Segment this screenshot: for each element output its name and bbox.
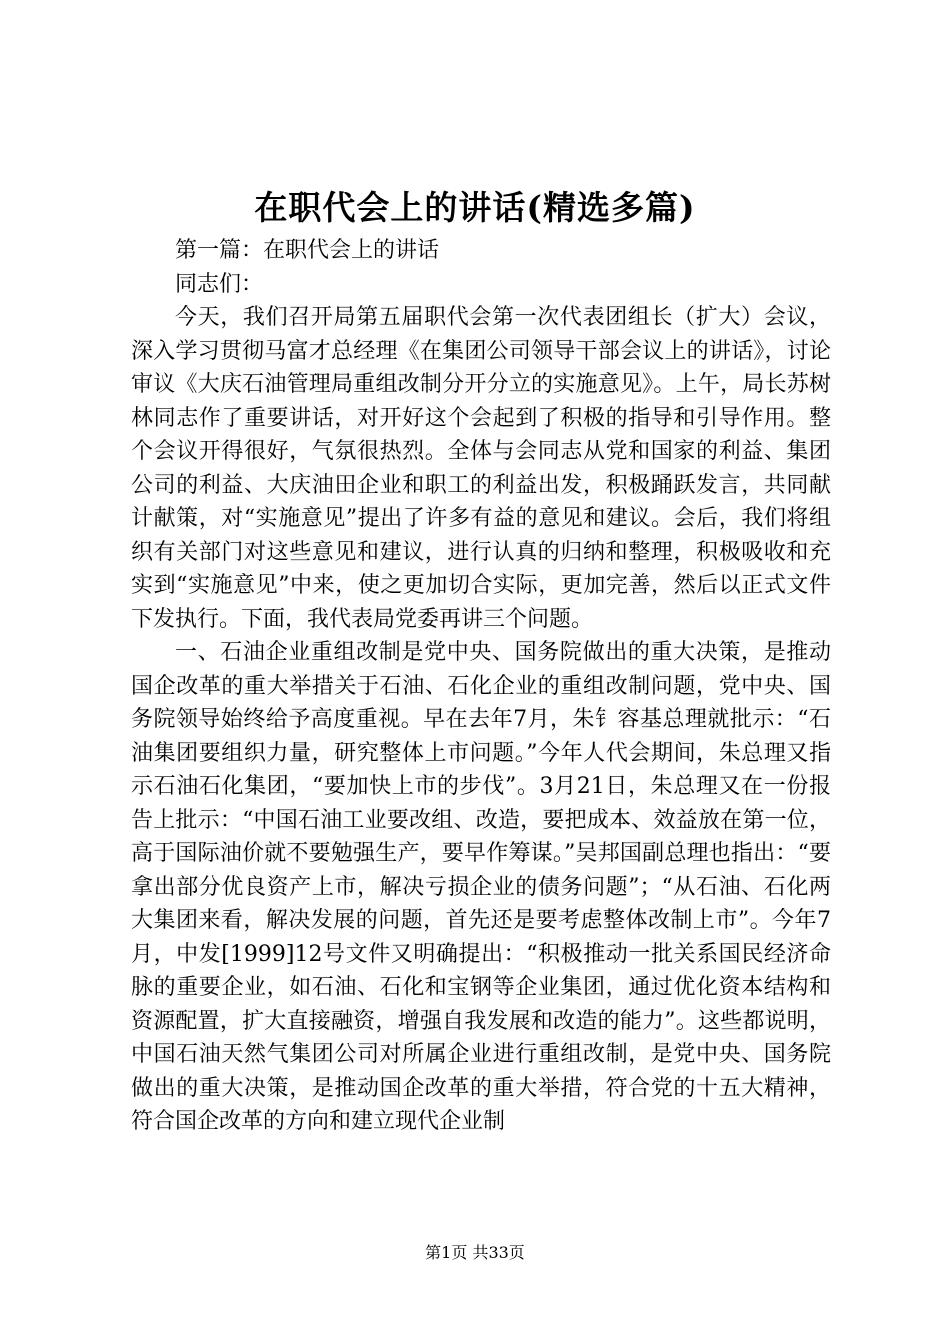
page-number: 第1页 共33页 [425,1243,525,1262]
document-body [131,234,831,1139]
salutation: 同志们： [175,271,264,297]
body-paragraph: 一、石油企业重组改制是党中央、国务院做出的重大决策，是推动国企改革的重大举措关于石油、石化企业的重组改制问题，党中央、国务院领导始终给予高度重视。早在去年7月，朱钅容基总理就批示：“石油集团要组织力量，研究整体上市问题。”今年人代会期间，朱总理又指示石油石化集团，“要加快上市的步伐”。3月21日，朱总理又在一份报告上批示：“中国石油工业要改组、改造，要把成本、效益放在第一位，高于国际油价就不要勉强生产，要早作筹谋。”吴邦国副总理也指出：“要拿出部分优良资产上市，解决亏损企业的债务问题”；“从石油、石化两大集团来看，解决发展的问题，首先还是要考虑整体改制上市”。今年7月，中发[1999]12号文件又明确提出：“积极推动一批关系国民经济命脉的重要企业，如石油、石化和宝钢等企业集团，通过优化资本结构和资源配置，扩大直接融资，增强自我发展和改造的能力”。这些都说明，中国石油天然气集团公司对所属企业进行重组改制，是党中央、国务院做出的重大决策，是推动国企改革的重大举措，符合党的十五大精神，符合国企改革的方向和建立现代企业制 [131,640,831,1134]
body-paragraph: 今天，我们召开局第五届职代会第一次代表团组长（扩大）会议，深入学习贯彻马富才总经理《在集团公司领导干部会议上的讲话》，讨论审议《大庆石油管理局重组改制分开分立的实施意见》。上午，局长苏树林同志作了重要讲话，对开好这个会起到了积极的指导和引导作用。整个会议开得很好，气氛很热烈。全体与会同志从党和国家的利益、集团公司的利益、大庆油田企业和职工的利益出发，积极踊跃发言，共同献计献策，对“实施意见”提出了许多有益的意见和建议。会后，我们将组织有关部门对这些意见和建议，进行认真的归纳和整理，积极吸收和充实到“实施意见”中来，使之更加切合实际，更加完善，然后以正式文件下发执行。下面，我代表局党委再讲三个问题。 [131,305,831,632]
section-heading: 第一篇：在职代会上的讲话 [175,238,440,263]
document-title: 在职代会上的讲话(精选多篇) [254,188,696,227]
